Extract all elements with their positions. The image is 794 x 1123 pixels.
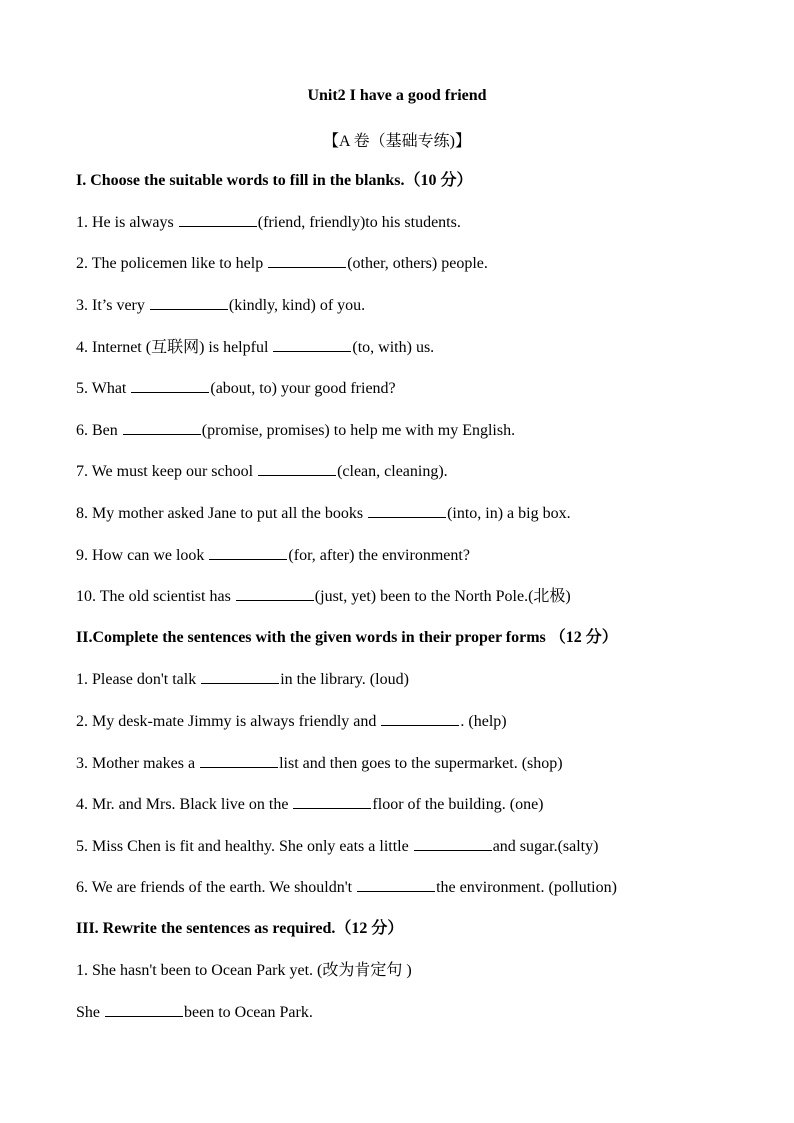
question-3-1: 1. She hasn't been to Ocean Park yet. (改为肯定句 ) (76, 962, 412, 979)
question-text-post: (clean, cleaning). (337, 463, 448, 480)
question-2-3 (76, 752, 563, 775)
question-text-pre: 3. It’s very (76, 297, 149, 314)
question-1-8 (76, 502, 571, 525)
question-2-6 (76, 876, 617, 899)
question-text-post: (friend, friendly)to his students. (257, 214, 461, 231)
question-text-pre: 6. We are friends of the earth. We shouldn't (76, 879, 357, 896)
question-text-pre: 10. The old scientist has (76, 588, 235, 605)
question-1-1 (76, 211, 461, 234)
question-text-pre: 9. How can we look (76, 547, 209, 564)
question-text-post: (into, in) a big box. (447, 505, 571, 522)
question-text-pre: 2. The policemen like to help (76, 255, 268, 272)
answer-blank[interactable] (209, 544, 287, 560)
question-text-post: . (help) (460, 713, 507, 730)
question-2-4 (76, 793, 544, 816)
question-2-2 (76, 710, 507, 733)
question-text-post: (promise, promises) to help me with my English. (201, 422, 516, 439)
answer-line-3-1 (76, 1001, 313, 1024)
question-1-9 (76, 544, 470, 567)
question-text-pre: 1. Please don't talk (76, 671, 201, 688)
answer-blank[interactable] (381, 710, 459, 726)
answer-blank[interactable] (357, 876, 435, 892)
question-1-6 (76, 419, 515, 442)
answer-blank[interactable] (273, 336, 351, 352)
question-text-post: (for, after) the environment? (288, 547, 470, 564)
answer-blank[interactable] (201, 668, 279, 684)
question-1-10 (76, 585, 571, 608)
question-text-pre: 2. My desk-mate Jimmy is always friendly and (76, 713, 381, 730)
question-text-post: floor of the building. (one) (372, 796, 544, 813)
question-text-pre: 4. Internet (互联网) is helpful (76, 339, 273, 356)
answer-text-pre: She (76, 1004, 104, 1021)
question-text-pre: 4. Mr. and Mrs. Black live on the (76, 796, 293, 813)
question-text-post: (about, to) your good friend? (210, 380, 396, 397)
answer-blank[interactable] (236, 585, 314, 601)
question-text-pre: 6. Ben (76, 422, 122, 439)
answer-blank[interactable] (150, 294, 228, 310)
question-text-post: in the library. (loud) (280, 671, 409, 688)
question-1-5 (76, 377, 396, 400)
question-1-7 (76, 460, 448, 483)
question-1-4 (76, 336, 434, 359)
answer-blank[interactable] (131, 377, 209, 393)
question-text-post: the environment. (pollution) (436, 879, 617, 896)
question-text-post: (other, others) people. (347, 255, 488, 272)
question-text-pre: 7. We must keep our school (76, 463, 258, 480)
question-1-2 (76, 252, 488, 275)
question-text-pre: 1. He is always (76, 214, 178, 231)
answer-blank[interactable] (123, 419, 201, 435)
question-1-3 (76, 294, 365, 317)
question-text-post: (kindly, kind) of you. (228, 297, 366, 314)
question-text-post: list and then goes to the supermarket. (shop) (279, 755, 563, 772)
question-2-5 (76, 835, 598, 858)
page-subtitle: 【A 卷（基础专练)】 (322, 133, 471, 150)
question-text-pre: 8. My mother asked Jane to put all the books (76, 505, 368, 522)
answer-blank[interactable] (258, 460, 336, 476)
answer-blank[interactable] (200, 752, 278, 768)
answer-blank[interactable] (414, 835, 492, 851)
section-3-heading: III. Rewrite the sentences as required.（12 分） (76, 920, 404, 937)
section-1-heading: I. Choose the suitable words to fill in the blanks.（10 分） (76, 172, 473, 189)
question-text-post: and sugar.(salty) (492, 838, 599, 855)
question-text-post: (to, with) us. (352, 339, 435, 356)
answer-blank[interactable] (179, 211, 257, 227)
question-text-pre: 3. Mother makes a (76, 755, 200, 772)
answer-blank[interactable] (293, 793, 371, 809)
question-2-1 (76, 668, 409, 691)
question-text-pre: 5. Miss Chen is fit and healthy. She only eats a little (76, 838, 413, 855)
answer-blank[interactable] (105, 1001, 183, 1017)
page-title: Unit2 I have a good friend (307, 87, 487, 104)
answer-text-post: been to Ocean Park. (184, 1004, 313, 1021)
section-2-heading: II.Complete the sentences with the given words in their proper forms （12 分） (76, 629, 618, 646)
question-text-pre: 5. What (76, 380, 131, 397)
answer-blank[interactable] (268, 252, 346, 268)
question-text-post: (just, yet) been to the North Pole.(北极) (314, 588, 571, 605)
answer-blank[interactable] (368, 502, 446, 518)
